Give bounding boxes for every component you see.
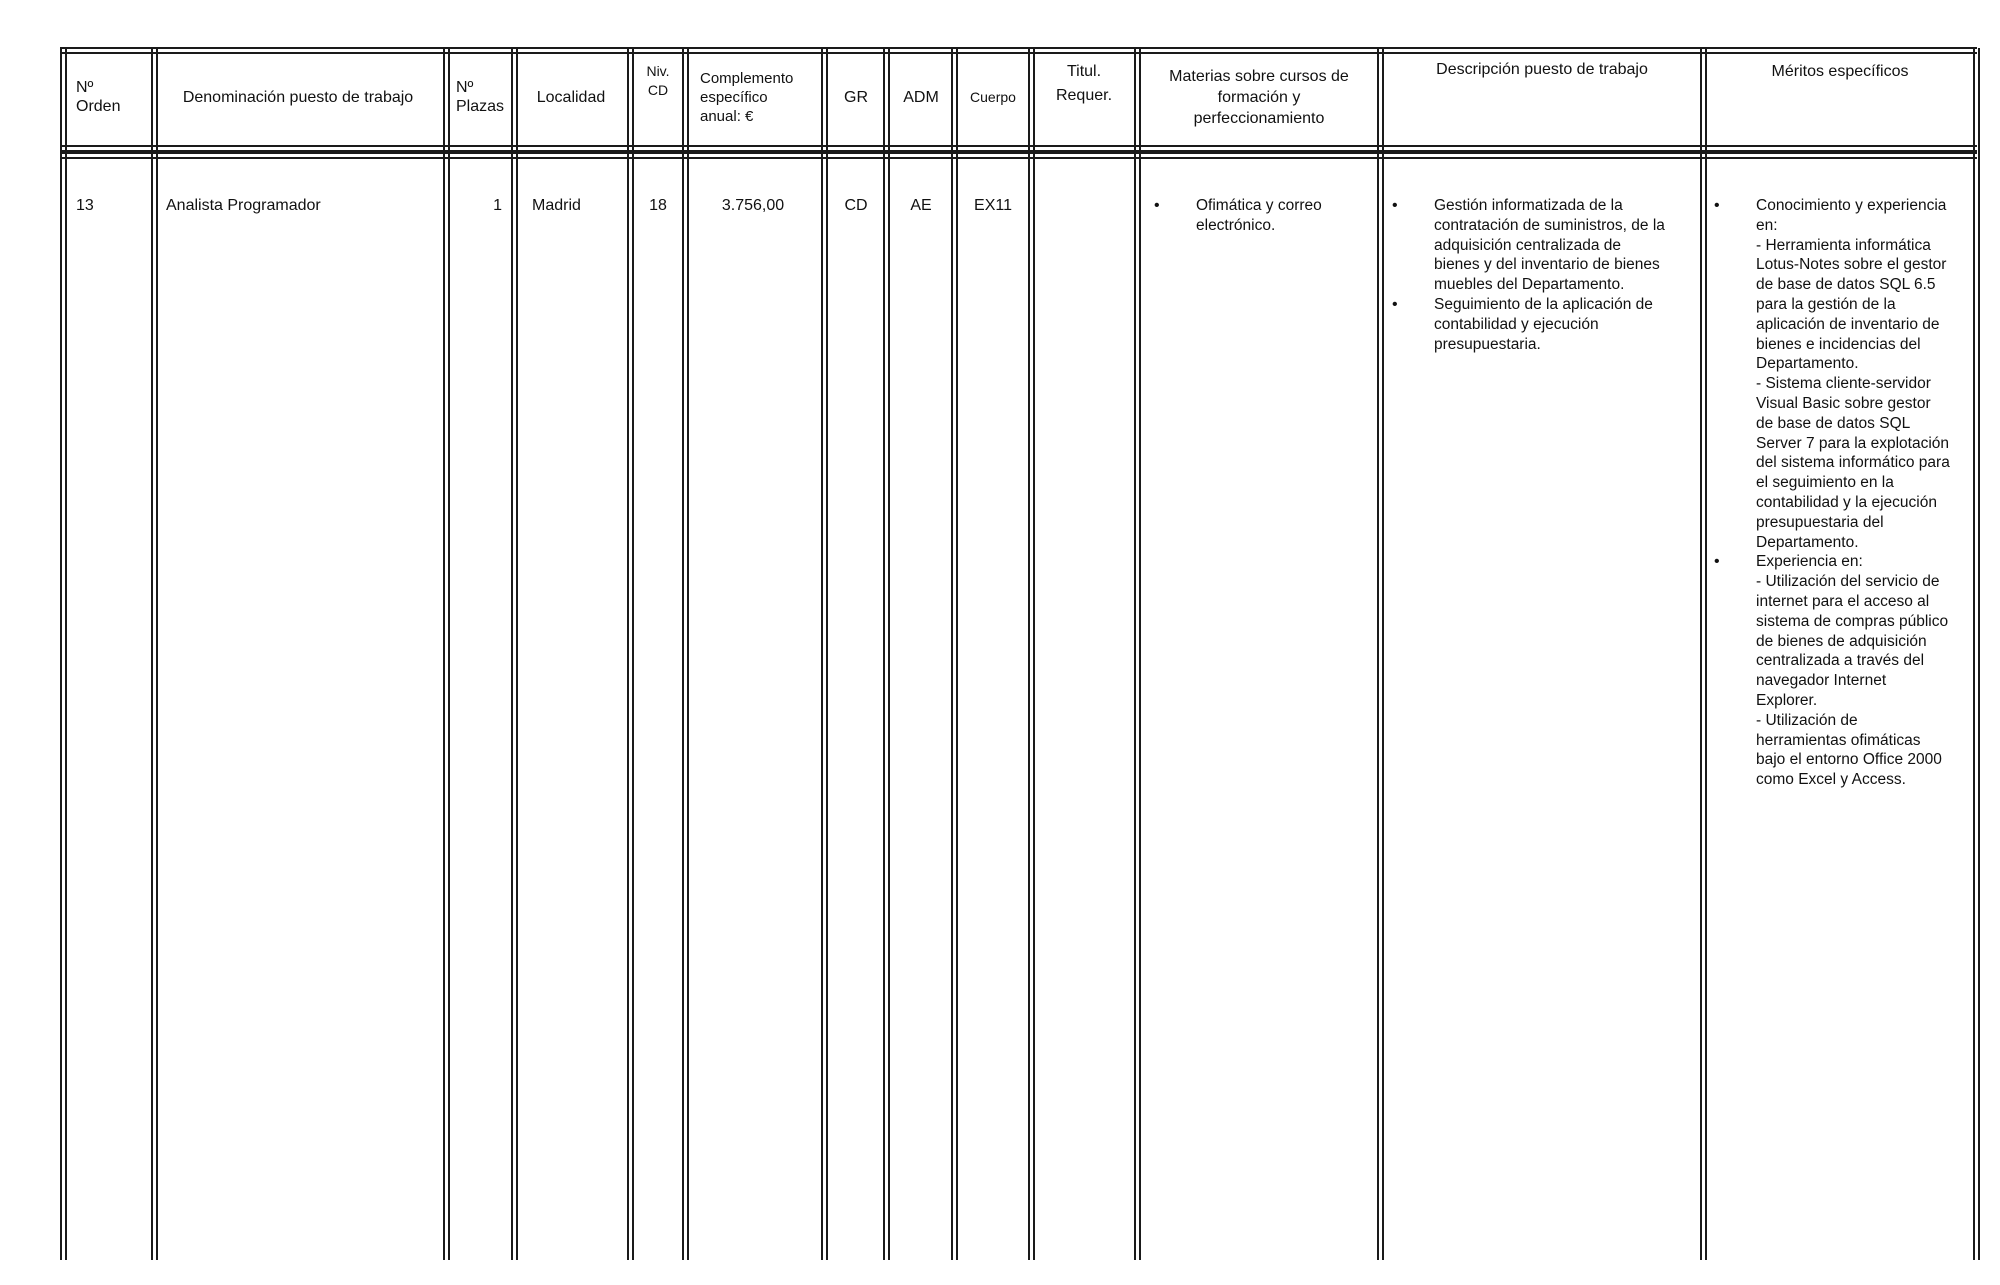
header-materias: Materias sobre cursos de formación y perfeccionamiento: [1169, 67, 1349, 127]
row-orden: 13: [76, 197, 94, 214]
column-border: [151, 48, 158, 1260]
header-nivel-cd: Niv. CD: [646, 63, 670, 98]
list-item: • Conocimiento y experiencia en: - Herramienta informática Lotus-Notes sobre el gestor de base de datos SQL 6.5 para la gestión de la aplicación de inventario de bienes e incidencias del Departamento. - Sistema cliente-servidor Visual Basic sobre gestor de base de datos SQL Server 7 para la explotación del sistema informático para el seguimiento en la contabilidad y la ejecución presupuestaria del Departamento.: [1706, 196, 1976, 552]
header-bottom-border: [60, 145, 1977, 152]
column-border: [511, 48, 518, 1260]
row-adm: AE: [910, 197, 932, 214]
header-meritos: Méritos específicos: [1771, 63, 1909, 80]
row-complemento: 3.756,00: [721, 197, 785, 214]
header-complemento: Complemento específico anual: €: [700, 69, 794, 125]
header-denominacion: Denominación puesto de trabajo: [182, 88, 414, 106]
column-border: [627, 48, 634, 1260]
header-descripcion: Descripción puesto de trabajo: [1436, 61, 1648, 78]
list-item: • Seguimiento de la aplicación de contabilidad y ejecución presupuestaria.: [1384, 295, 1698, 354]
column-border: [1377, 48, 1384, 1260]
column-border: [1134, 48, 1141, 1260]
row-materias: [1146, 196, 1374, 236]
column-border: [60, 48, 67, 1260]
row-plazas: 1: [493, 197, 502, 214]
row-denominacion: Analista Programador: [166, 197, 321, 214]
column-border: [443, 48, 450, 1260]
list-item: • Gestión informatizada de la contratación de suministros, de la adquisición centralizada de bienes y del inventario de bienes muebles del Departamento.: [1384, 196, 1698, 295]
header-cuerpo: Cuerpo: [970, 88, 1016, 105]
column-border: [682, 48, 689, 1260]
row-descripcion: [1384, 196, 1698, 354]
row-cuerpo: EX11: [974, 197, 1012, 214]
column-border: [821, 48, 828, 1260]
row-gr: CD: [844, 197, 868, 214]
header-localidad: Localidad: [536, 88, 606, 106]
header-orden: Nº Orden: [76, 79, 121, 115]
list-item: • Ofimática y correo electrónico.: [1146, 196, 1374, 236]
row-nivel: 18: [649, 197, 667, 214]
header-row-separator: [60, 152, 1977, 159]
header-adm: ADM: [903, 88, 939, 106]
header-titul-requer: Titul. Requer.: [1055, 63, 1113, 104]
list-item: • Experiencia en: - Utilización del servicio de internet para el acceso al sistema de compras público de bienes de adquisición centralizada a través del navegador Internet Explorer. - Utilización de herramientas ofimáticas bajo el entorno Office 2000 como Excel y Access.: [1706, 552, 1976, 790]
column-border: [1028, 48, 1035, 1260]
column-border: [951, 48, 958, 1260]
row-localidad: Madrid: [532, 197, 581, 214]
column-border: [883, 48, 890, 1260]
row-meritos: [1706, 196, 1976, 790]
header-plazas: Nº Plazas: [456, 79, 505, 115]
header-gr: GR: [844, 88, 868, 106]
